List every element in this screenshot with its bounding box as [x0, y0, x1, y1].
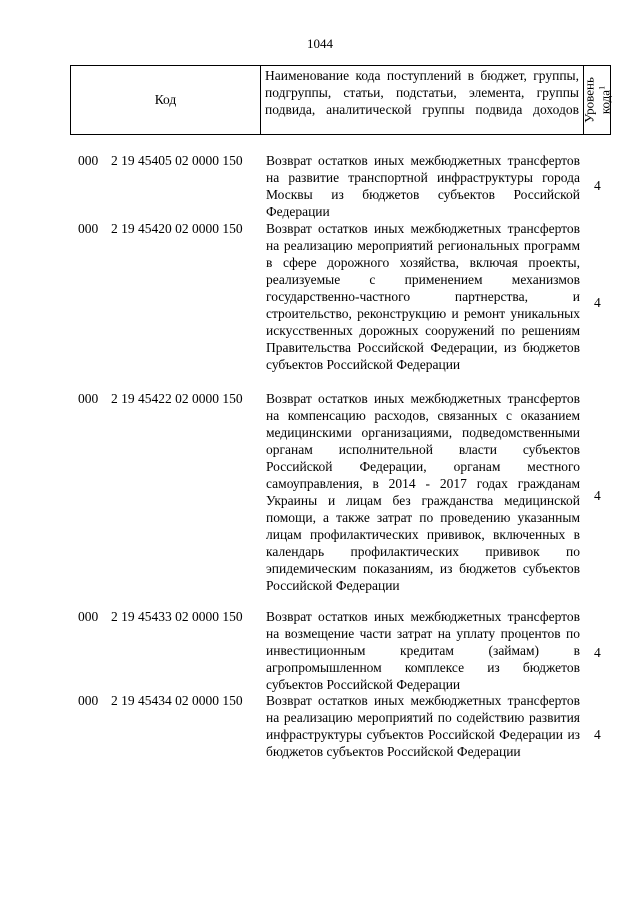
row-description: Возврат остатков иных межбюджетных трансфертов на компенсацию расходов, связанных с оказанием медицинскими организациями, подведомственными органам исполнительной власти субъектов Российской Федерации, органам местного самоуправления, в 2014 - 2017 годах гражданам Украины и лицам без гражданства медицинской помощи, а также затрат по проведению указанным лицам профилактических прививок, включенных в календарь профилактических прививок по эпидемическим показаниям, из бюджетов субъектов Российской Федерации — [266, 391, 580, 593]
row-prefix: 000 — [78, 391, 99, 406]
table-row — [0, 608, 640, 692]
row-description: Возврат остатков иных межбюджетных трансфертов на возмещение части затрат на уплату процентов по инвестиционным кредитам (займам) в агропромышленном комплексе из бюджетов субъектов Российской Федерации — [266, 609, 580, 692]
row-code: 2 19 45434 02 0000 150 — [111, 693, 243, 708]
header-name-cell: Наименование кода поступлений в бюджет, группы, подгруппы, статьи, подстатьи, элемента, группы подвида, аналитической группы подвида доходов — [261, 66, 584, 135]
table-row — [0, 220, 640, 390]
row-level: 4 — [594, 178, 601, 193]
header-level-cell — [581, 66, 613, 135]
row-code: 2 19 45420 02 0000 150 — [111, 221, 243, 236]
row-prefix: 000 — [78, 609, 99, 624]
row-level: 4 — [594, 645, 601, 660]
row-code: 2 19 45433 02 0000 150 — [111, 609, 243, 624]
row-description: Возврат остатков иных межбюджетных трансфертов на реализацию мероприятий региональных программ в сфере дорожного хозяйства, включая проекты, реализуемые с применением механизмов государственно-частного партнерства, и строительство, реконструкцию и ремонт уникальных искусственных дорожных сооружений по решениям Правительства Российской Федерации, из бюджетов субъектов Российской Федерации — [266, 221, 580, 372]
header-code-cell: Код — [71, 66, 261, 135]
row-description: Возврат остатков иных межбюджетных трансфертов на реализацию мероприятий по содействию развития инфраструктуры субъектов Российской Федерации из бюджетов субъектов Российской Федерации — [266, 693, 580, 759]
revenue-code-list — [0, 152, 640, 782]
row-prefix: 000 — [78, 693, 99, 708]
row-code: 2 19 45422 02 0000 150 — [111, 391, 243, 406]
table-row — [0, 390, 640, 608]
table-row — [0, 152, 640, 220]
header-level-footnote: 1 — [597, 85, 607, 90]
row-level: 4 — [594, 295, 601, 310]
page-number: 1044 — [307, 36, 333, 51]
row-level: 4 — [594, 488, 601, 503]
row-level: 4 — [594, 727, 601, 742]
header-level-label — [582, 77, 611, 123]
row-code: 2 19 45405 02 0000 150 — [111, 153, 243, 168]
row-prefix: 000 — [78, 221, 99, 236]
header-level-line2: кода — [597, 89, 613, 115]
row-description: Возврат остатков иных межбюджетных трансфертов на развитие транспортной инфраструктуры города Москвы из бюджетов субъектов Российской Федерации — [266, 153, 580, 219]
header-level-line1: Уровень — [581, 77, 597, 123]
table-row — [0, 692, 640, 782]
row-prefix: 000 — [78, 153, 99, 168]
table-header — [70, 65, 611, 135]
